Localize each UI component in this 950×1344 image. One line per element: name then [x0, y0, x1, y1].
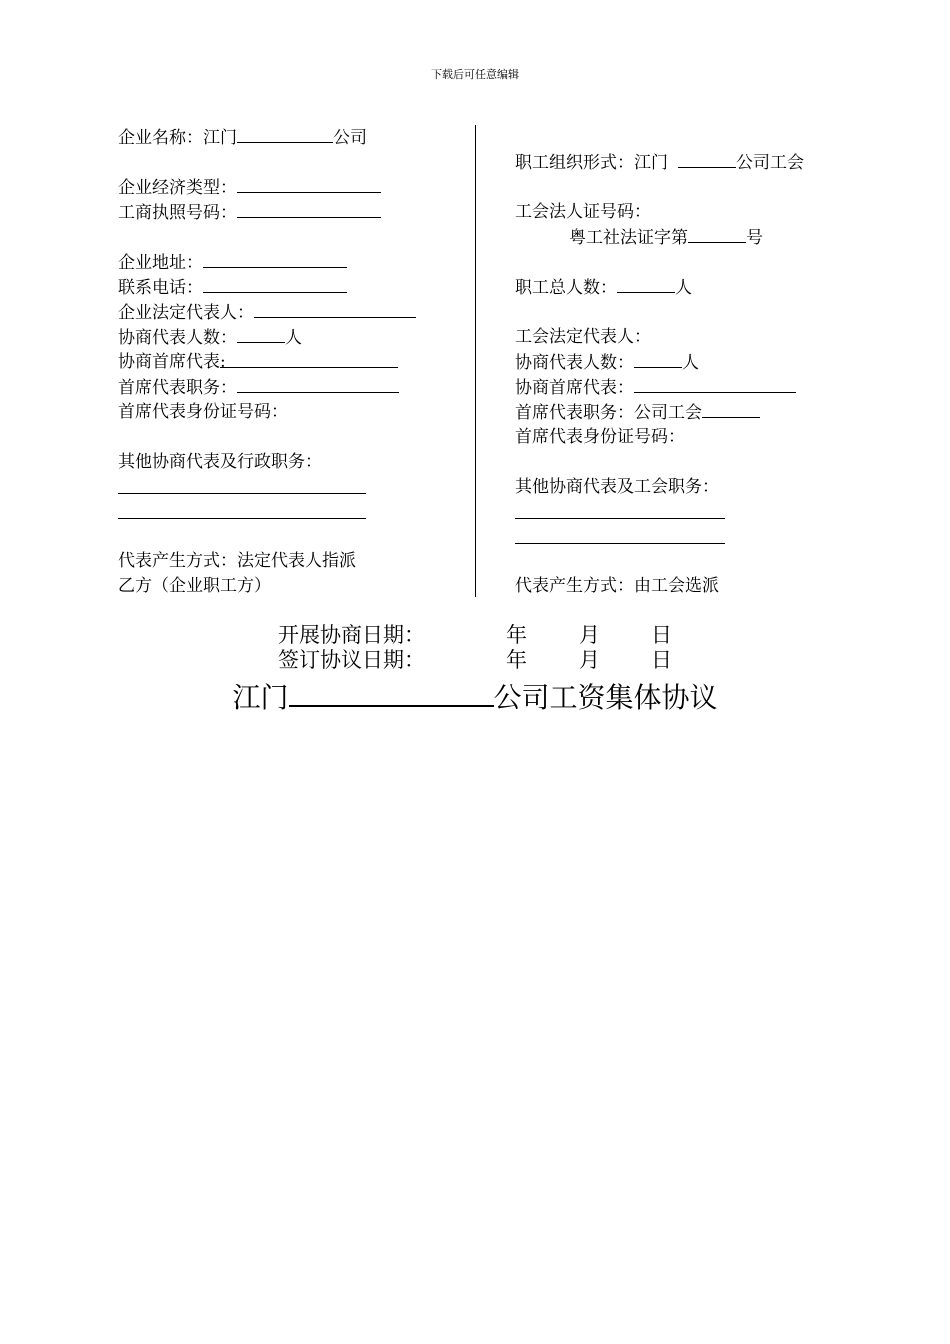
- company-name-blank[interactable]: [237, 126, 333, 143]
- legal-rep-label: 企业法定代表人：: [118, 303, 254, 323]
- rep-count-blank[interactable]: [237, 326, 285, 343]
- document-title: [0, 679, 950, 716]
- negotiation-day: 日: [651, 623, 672, 647]
- chief-position-blank[interactable]: [237, 376, 399, 393]
- chief-rep-label: 协商首席代表: [118, 352, 220, 372]
- cert-no-label: 粤工社法证字第: [569, 228, 688, 248]
- title-company-blank[interactable]: [289, 679, 494, 707]
- negotiation-date-label: 开展协商日期：: [278, 623, 425, 647]
- company-name-row: [118, 126, 367, 149]
- negotiation-month: 月: [579, 623, 600, 647]
- signing-date-label: 签订协议日期：: [278, 648, 425, 672]
- total-staff-label: 职工总人数：: [515, 278, 617, 298]
- signing-month: 月: [579, 648, 600, 672]
- company-name-suffix: 公司: [333, 128, 367, 148]
- cert-no-blank[interactable]: [688, 226, 746, 243]
- economic-type-label: 企业经济类型：: [118, 178, 237, 198]
- union-chief-rep-blank[interactable]: [634, 376, 796, 393]
- union-chief-rep-label: 协商首席代表：: [515, 378, 634, 398]
- address-label: 企业地址：: [118, 253, 203, 273]
- rep-count-row: [118, 326, 302, 349]
- title-suffix: 公司工资集体协议: [493, 681, 718, 714]
- union-rep-count-unit: 人: [682, 353, 699, 373]
- signing-day: 日: [651, 648, 672, 672]
- chief-position-label: 首席代表职务：: [118, 378, 237, 398]
- other-reps-label: 其他协商代表及行政职务：: [118, 452, 322, 472]
- economic-type-row: [118, 176, 381, 199]
- negotiation-year: 年: [506, 623, 527, 647]
- cert-no-row: [569, 226, 763, 249]
- org-form-row: [515, 151, 804, 174]
- chief-id-label: 首席代表身份证号码：: [118, 402, 288, 422]
- chief-rep-colon: :: [220, 352, 226, 372]
- title-prefix: 江门: [232, 681, 289, 714]
- signing-year: 年: [506, 648, 527, 672]
- header-note: 下载后可任意编辑: [431, 68, 519, 81]
- org-form-suffix: 公司工会: [736, 153, 804, 173]
- economic-type-blank[interactable]: [237, 176, 381, 193]
- phone-blank[interactable]: [203, 276, 347, 293]
- column-divider: [475, 125, 476, 597]
- legal-rep-row: [118, 301, 416, 324]
- union-rep-count-blank[interactable]: [634, 351, 682, 368]
- party-label: 乙方（企业职工方）: [118, 576, 271, 596]
- total-staff-unit: 人: [675, 278, 692, 298]
- union-other-reps-blank-1[interactable]: [515, 518, 725, 519]
- chief-rep-blank[interactable]: [220, 351, 398, 372]
- union-rep-count-label: 协商代表人数：: [515, 353, 634, 373]
- chief-rep-row: [118, 351, 398, 373]
- union-chief-rep-row: [515, 376, 796, 399]
- chief-position-row: [118, 376, 399, 399]
- selection-method-right: 代表产生方式：由工会选派: [515, 576, 719, 596]
- other-reps-blank-2[interactable]: [118, 518, 366, 519]
- license-no-blank[interactable]: [237, 201, 381, 218]
- cert-no-suffix: 号: [746, 228, 763, 248]
- address-blank[interactable]: [203, 251, 347, 268]
- total-staff-blank[interactable]: [617, 276, 675, 293]
- union-legal-rep-label: 工会法定代表人：: [515, 327, 651, 347]
- rep-count-label: 协商代表人数：: [118, 328, 237, 348]
- union-other-reps-blank-2[interactable]: [515, 543, 725, 544]
- legal-rep-blank[interactable]: [254, 301, 416, 318]
- total-staff-row: [515, 276, 692, 299]
- rep-count-unit: 人: [285, 328, 302, 348]
- address-row: [118, 251, 347, 274]
- company-name-label: 企业名称：江门: [118, 128, 237, 148]
- license-no-label: 工商执照号码：: [118, 203, 237, 223]
- phone-label: 联系电话：: [118, 278, 203, 298]
- union-rep-count-row: [515, 351, 699, 374]
- phone-row: [118, 276, 347, 299]
- selection-method-left: 代表产生方式：法定代表人指派: [118, 551, 356, 571]
- license-no-row: [118, 201, 381, 224]
- union-chief-position-label: 首席代表职务：公司工会: [515, 403, 702, 423]
- org-form-label: 职工组织形式：江门: [515, 153, 668, 173]
- union-chief-id-label: 首席代表身份证号码：: [515, 427, 685, 447]
- union-other-reps-label: 其他协商代表及工会职务：: [515, 477, 719, 497]
- org-form-blank[interactable]: [678, 151, 736, 168]
- union-cert-label: 工会法人证号码：: [515, 202, 651, 222]
- union-chief-position-blank[interactable]: [702, 401, 760, 418]
- other-reps-blank-1[interactable]: [118, 493, 366, 494]
- union-chief-position-row: [515, 401, 760, 424]
